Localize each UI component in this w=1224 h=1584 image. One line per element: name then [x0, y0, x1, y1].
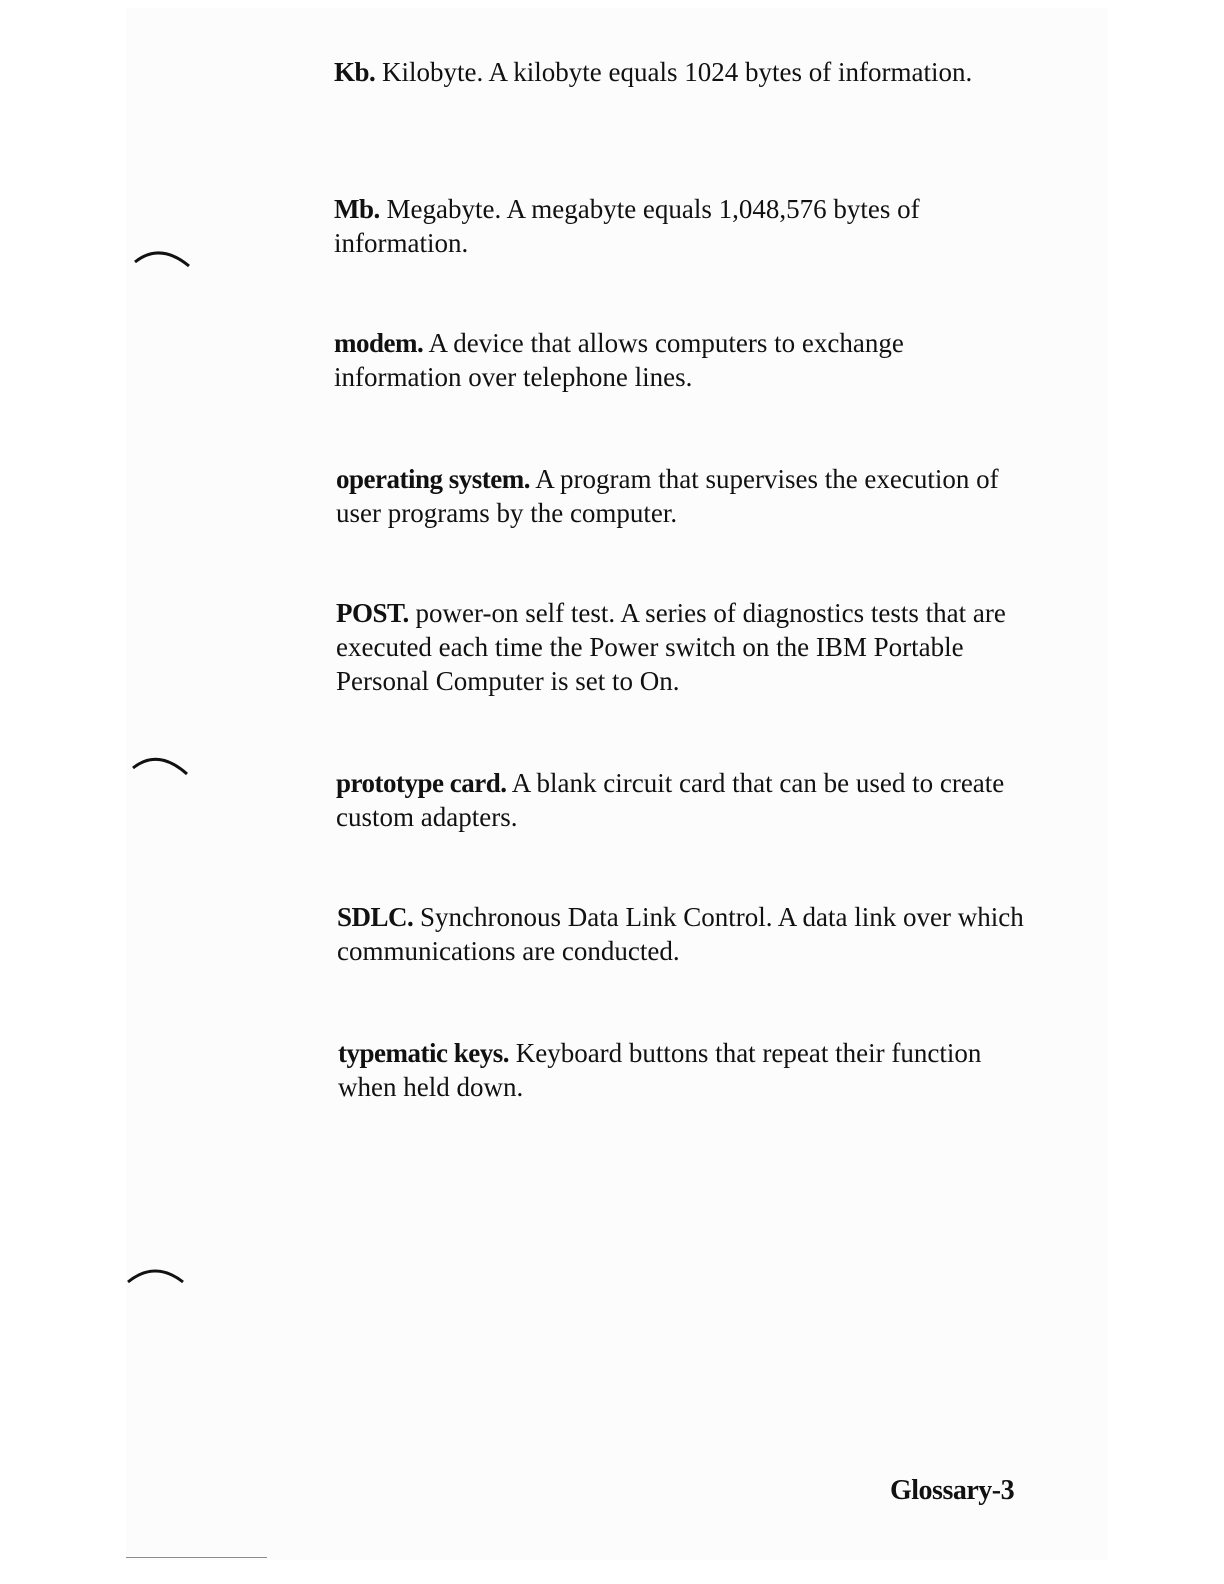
- glossary-term: prototype card.: [336, 768, 507, 798]
- glossary-term: Mb.: [334, 194, 380, 224]
- glossary-entry-kb: [334, 55, 1024, 89]
- binder-hole-mark-icon: [125, 1264, 185, 1294]
- glossary-definition: A program that supervises the execution of user programs by the computer.: [336, 464, 999, 528]
- bottom-rule-divider: [126, 1557, 267, 1558]
- glossary-definition: Keyboard buttons that repeat their function when held down.: [338, 1038, 982, 1102]
- glossary-entry-prototype-card: [336, 766, 1026, 834]
- glossary-entry-mb: [334, 192, 1024, 260]
- glossary-entry-sdlc: [337, 900, 1027, 968]
- glossary-term: SDLC.: [337, 902, 414, 932]
- binder-hole-mark-icon: [132, 244, 192, 274]
- glossary-entry-operating-system: [336, 462, 1026, 530]
- glossary-entry-modem: [334, 326, 1024, 394]
- glossary-definition: A device that allows computers to exchange information over telephone lines.: [334, 328, 904, 392]
- glossary-definition: Kilobyte. A kilobyte equals 1024 bytes of information.: [382, 57, 973, 87]
- glossary-definition: power-on self test. A series of diagnostics tests that are executed each time the Power switch on the IBM Portable Personal Computer is set to On.: [336, 598, 1006, 696]
- glossary-term: Kb.: [334, 57, 376, 87]
- glossary-term: POST.: [336, 598, 409, 628]
- glossary-definition: Megabyte. A megabyte equals 1,048,576 bytes of information.: [334, 194, 920, 258]
- glossary-term: operating system.: [336, 464, 530, 494]
- binder-hole-mark-icon: [130, 752, 190, 782]
- glossary-entry-post: [336, 596, 1026, 698]
- glossary-definition: Synchronous Data Link Control. A data link over which communications are conducted.: [337, 902, 1024, 966]
- glossary-term: typematic keys.: [338, 1038, 509, 1068]
- glossary-entry-typematic-keys: [338, 1036, 1028, 1104]
- glossary-term: modem.: [334, 328, 424, 358]
- page-number: Glossary-3: [890, 1475, 1015, 1506]
- glossary-definition: A blank circuit card that can be used to create custom adapters.: [336, 768, 1005, 832]
